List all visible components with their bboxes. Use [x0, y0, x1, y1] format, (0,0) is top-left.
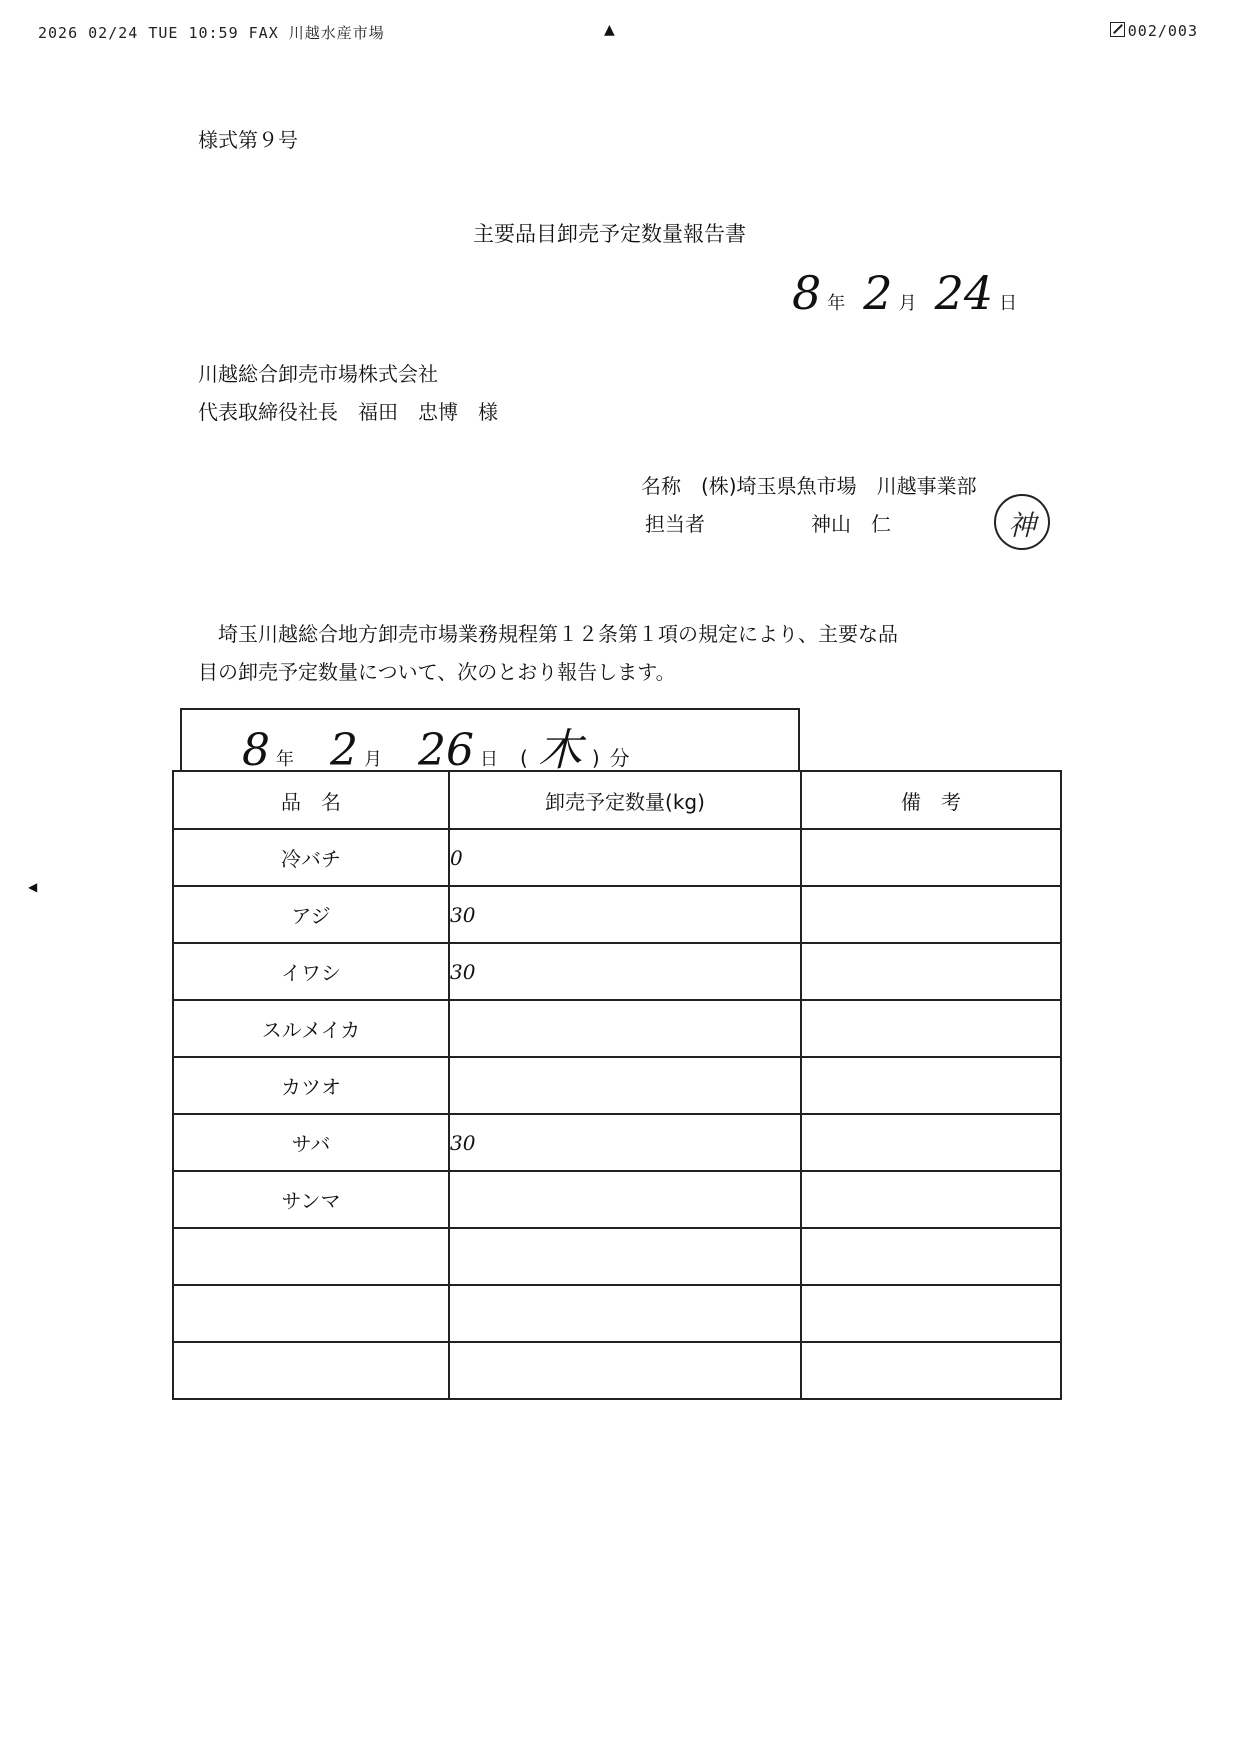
scan-marker-up-icon: ▲ — [604, 22, 615, 38]
document-title: 主要品目卸売予定数量報告書 — [473, 222, 746, 246]
item-qty — [449, 1342, 801, 1399]
table-row — [173, 1000, 1061, 1057]
table-row — [173, 1057, 1061, 1114]
sender-staff-label: 担当者 — [645, 512, 705, 536]
item-name — [173, 1228, 449, 1285]
item-qty — [449, 1171, 801, 1228]
form-number: 様式第９号 — [198, 128, 298, 152]
table-row — [173, 1342, 1061, 1399]
item-name — [173, 1342, 449, 1399]
item-name — [173, 1285, 449, 1342]
report-date-month-unit: 月 — [898, 293, 917, 314]
target-day-box — [180, 708, 800, 776]
item-remarks — [801, 943, 1061, 1000]
item-qty: 30 — [449, 943, 801, 1000]
table-row — [173, 1114, 1061, 1171]
table-row — [173, 1285, 1061, 1342]
item-qty — [449, 1285, 801, 1342]
target-day-month-unit: 月 — [364, 749, 382, 770]
item-qty — [449, 1000, 801, 1057]
fax-page-count: 002/003 — [1127, 22, 1198, 40]
addressee-company: 川越総合卸売市場株式会社 — [198, 362, 438, 386]
item-remarks — [801, 1057, 1061, 1114]
scan-marker-left-icon: ◀ — [28, 880, 38, 894]
report-date-year-unit: 年 — [827, 293, 846, 314]
item-name: カツオ — [173, 1057, 449, 1114]
table-row — [173, 1171, 1061, 1228]
header-remarks: 備 考 — [801, 771, 1061, 829]
fax-header — [38, 22, 1198, 46]
item-qty: 0 — [449, 829, 801, 886]
item-remarks — [801, 1171, 1061, 1228]
target-day-year-unit: 年 — [276, 749, 294, 770]
sender-name-value: (株)埼玉県魚市場 川越事業部 — [701, 474, 977, 498]
seal-text: 神 — [1008, 509, 1037, 542]
item-remarks — [801, 1285, 1061, 1342]
item-name: サンマ — [173, 1171, 449, 1228]
item-remarks — [801, 1228, 1061, 1285]
item-name: スルメイカ — [173, 1000, 449, 1057]
target-day — [242, 714, 630, 778]
paragraph-line-1: 埼玉川越総合地方卸売市場業務規程第１２条第１項の規定により、主要な品 — [218, 622, 898, 646]
item-remarks — [801, 1114, 1061, 1171]
target-day-weekday: 木 — [537, 725, 582, 776]
item-name: アジ — [173, 886, 449, 943]
quantity-report-table — [172, 708, 1060, 1422]
sender-staff-line — [645, 508, 891, 537]
header-item: 品 名 — [173, 771, 449, 829]
report-date-month: 2 — [863, 266, 893, 320]
addressee-person: 代表取締役社長 福田 忠博 様 — [198, 400, 498, 424]
item-remarks — [801, 1000, 1061, 1057]
sender-name-label: 名称 — [641, 474, 681, 498]
target-day-month: 2 — [330, 725, 358, 776]
item-qty — [449, 1057, 801, 1114]
personal-seal-stamp — [994, 494, 1050, 550]
table-row — [173, 829, 1061, 886]
item-qty: 30 — [449, 886, 801, 943]
target-day-day: 26 — [418, 725, 474, 776]
report-date-year: 8 — [792, 266, 822, 320]
table-row — [173, 886, 1061, 943]
fax-page-icon — [1110, 22, 1125, 37]
quantity-grid — [172, 770, 1062, 1400]
item-remarks — [801, 829, 1061, 886]
item-qty — [449, 1228, 801, 1285]
weekday-open-paren: ( — [520, 746, 528, 770]
table-row — [173, 943, 1061, 1000]
fax-header-left: 2026 02/24 TUE 10:59 FAX 川越水産市場 — [38, 24, 385, 42]
fax-header-right — [1110, 22, 1198, 40]
item-name: サバ — [173, 1114, 449, 1171]
item-qty: 30 — [449, 1114, 801, 1171]
sender-staff-value: 神山 仁 — [811, 512, 891, 536]
item-name: イワシ — [173, 943, 449, 1000]
item-name: 冷バチ — [173, 829, 449, 886]
target-day-day-unit: 日 — [480, 749, 498, 770]
sender-name-line — [641, 470, 977, 499]
paragraph-line-2: 目の卸売予定数量について、次のとおり報告します。 — [198, 660, 676, 684]
report-date-day: 24 — [934, 266, 994, 320]
table-row — [173, 1228, 1061, 1285]
target-day-year: 8 — [242, 725, 270, 776]
item-remarks — [801, 1342, 1061, 1399]
target-day-suffix: 分 — [609, 746, 630, 770]
table-header-row — [173, 771, 1061, 829]
weekday-close-paren: ) — [591, 746, 600, 770]
header-qty: 卸売予定数量(kg) — [449, 771, 801, 829]
item-remarks — [801, 886, 1061, 943]
report-date-day-unit: 日 — [999, 293, 1018, 314]
report-date — [792, 266, 1017, 326]
